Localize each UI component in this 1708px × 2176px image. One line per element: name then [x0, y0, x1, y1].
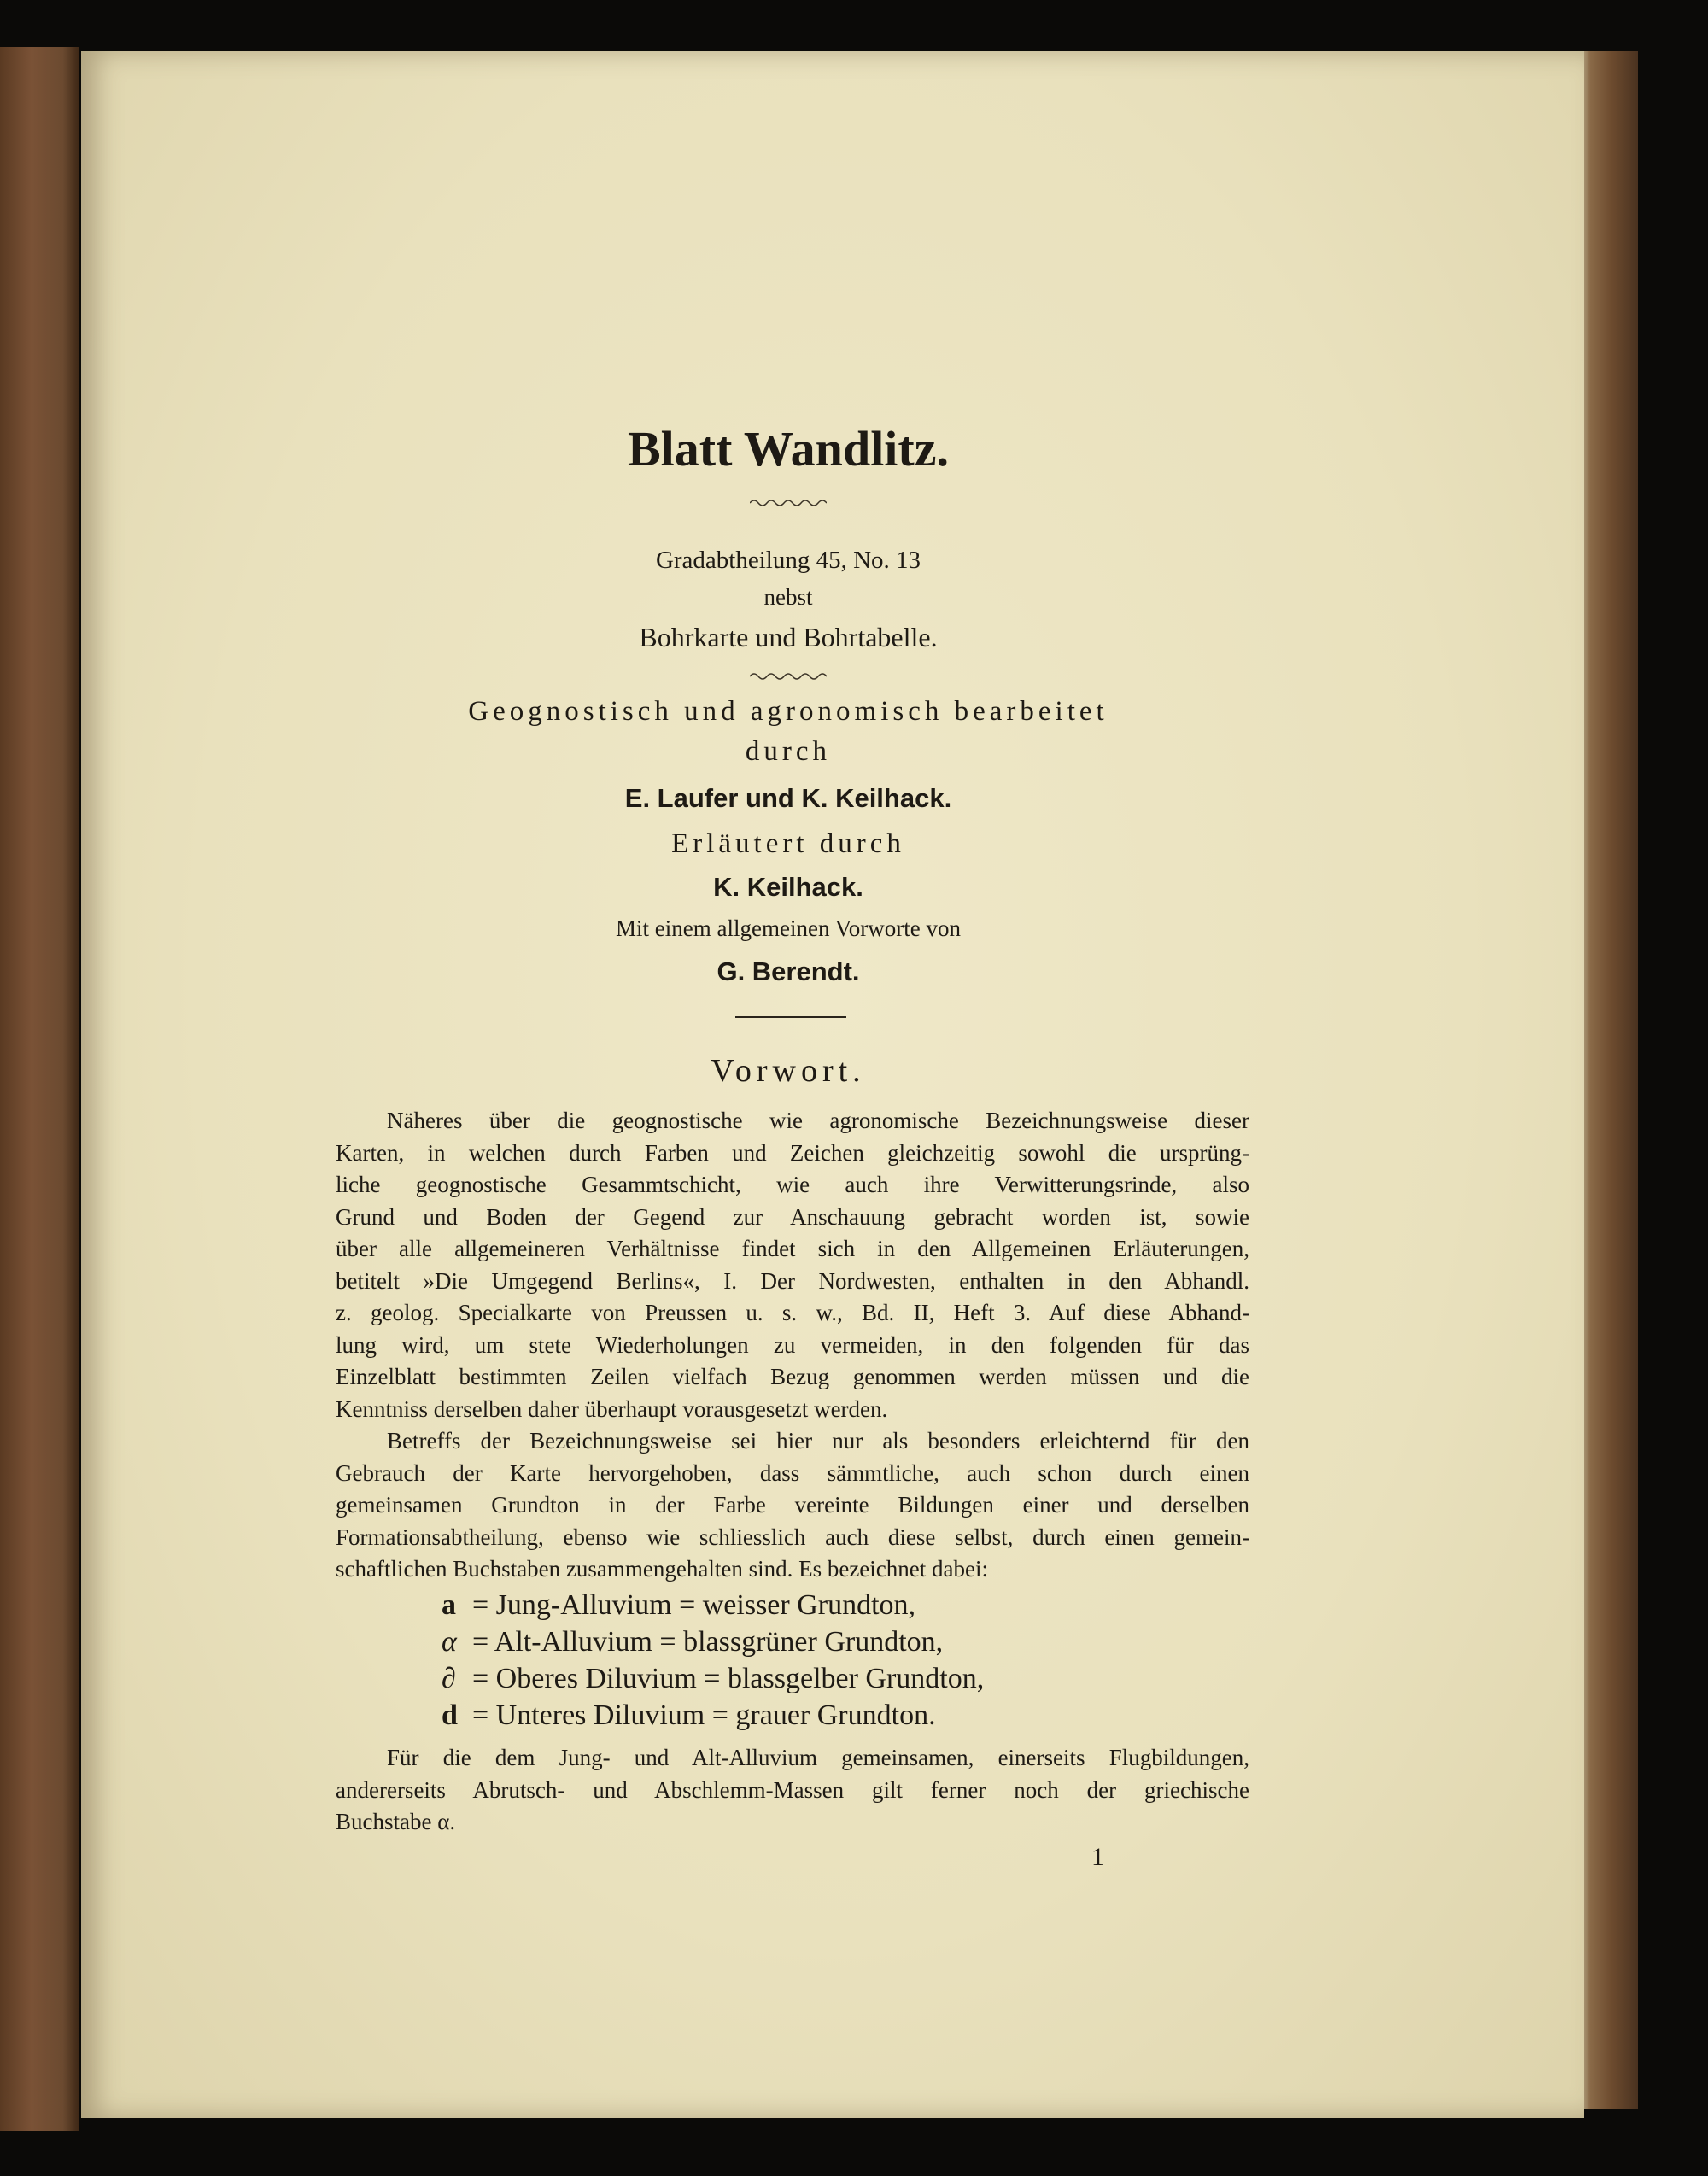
formula-text: = Oberes Diluvium = blassgelber Grundton,: [472, 1663, 985, 1694]
formula-symbol: ∂: [442, 1663, 456, 1694]
vorwort-by-line: Mit einem allgemeinen Vorworte von: [616, 915, 961, 941]
formula-symbol: a: [442, 1589, 456, 1621]
text-line: Für die dem Jung- und Alt-Alluvium gemeinsamen, einerseits Flugbildungen,: [387, 1745, 1249, 1770]
text-line: gemeinsamen Grundton in der Farbe vereinte Bildungen einer und derselben: [336, 1492, 1249, 1518]
text-line: Karten, in welchen durch Farben und Zeichen gleichzeitig sowohl die ursprüng-: [336, 1139, 1249, 1166]
nebst-line: nebst: [763, 584, 813, 610]
paragraph-1: [336, 1105, 1249, 1586]
text-line: liche geognostische Gesammtschicht, wie auch ihre Verwitterungsrinde, also: [336, 1172, 1249, 1197]
wavy-ornament: [750, 670, 827, 682]
formula-line: [442, 1587, 984, 1623]
text-line: z. geolog. Specialkarte von Preussen u. s. w., Bd. II, Heft 3. Auf diese Abhand-: [336, 1300, 1249, 1325]
page-number: 1: [1091, 1843, 1104, 1871]
wavy-ornament: [750, 497, 827, 509]
text-line: Kenntniss derselben daher überhaupt vorausgesetzt werden.: [336, 1395, 888, 1422]
text-line: Einzelblatt bestimmten Zeilen vielfach Bezug genommen werden müssen und die: [336, 1364, 1249, 1389]
formula-list: [442, 1587, 984, 1734]
formula-symbol: α: [442, 1626, 457, 1658]
text-line: Betreffs der Bezeichnungsweise sei hier nur als besonders erleichternd für den: [387, 1428, 1249, 1454]
text-line: betitelt »Die Umgegend Berlins«, I. Der Nordwesten, enthalten in den Abhandl.: [336, 1267, 1249, 1294]
formula-text: = Unteres Diluvium = grauer Grundton.: [472, 1699, 936, 1731]
grade-line: Gradabtheilung 45, No. 13: [655, 547, 921, 574]
erlaeutert-author: K. Keilhack.: [713, 872, 863, 902]
text-line: Grund und Boden der Gegend zur Anschauung gebracht worden ist, sowie: [336, 1203, 1249, 1230]
formula-line: [442, 1660, 984, 1697]
formula-text: = Alt-Alluvium = blassgrüner Grundton,: [472, 1626, 944, 1658]
text-line: über alle allgemeineren Verhältnisse findet sich in den Allgemeinen Erläuterungen,: [336, 1236, 1249, 1261]
formula-symbol: d: [442, 1699, 458, 1731]
text-line: schaftlichen Buchstaben zusammengehalten sind. Es bezeichnet dabei:: [336, 1556, 988, 1582]
page-title: Blatt Wandlitz.: [628, 421, 949, 477]
durch-line: durch: [745, 736, 832, 767]
text-line: andererseits Abrutsch- und Abschlemm-Massen gilt ferner noch der griechische: [336, 1776, 1249, 1803]
subtitle: Bohrkarte und Bohrtabelle.: [639, 622, 938, 652]
erlaeutert-line: Erläutert durch: [671, 828, 905, 859]
text-line: Gebrauch der Karte hervorgehoben, dass sämmtliche, auch schon durch einen: [336, 1459, 1249, 1486]
formula-line: [442, 1623, 984, 1660]
divider-rule: [735, 1016, 846, 1018]
text-line: lung wird, um stete Wiederholungen zu vermeiden, in den folgenden für das: [336, 1331, 1249, 1358]
bearbeitet-line: Geognostisch und agronomisch bearbeitet: [468, 696, 1108, 727]
text-line: Buchstabe α.: [336, 1809, 456, 1834]
paragraph-3: [336, 1742, 1249, 1839]
formula-text: = Jung-Alluvium = weisser Grundton,: [472, 1589, 916, 1621]
vorwort-author: G. Berendt.: [717, 956, 860, 986]
text-line: Näheres über die geognostische wie agronomische Bezeichnungsweise dieser: [387, 1108, 1249, 1133]
text-line: Formationsabtheilung, ebenso wie schliesslich auch diese selbst, durch einen gemein-: [336, 1524, 1249, 1550]
formula-line: [442, 1697, 984, 1734]
authors: E. Laufer und K. Keilhack.: [624, 783, 952, 813]
section-title: Vorwort.: [711, 1053, 866, 1089]
